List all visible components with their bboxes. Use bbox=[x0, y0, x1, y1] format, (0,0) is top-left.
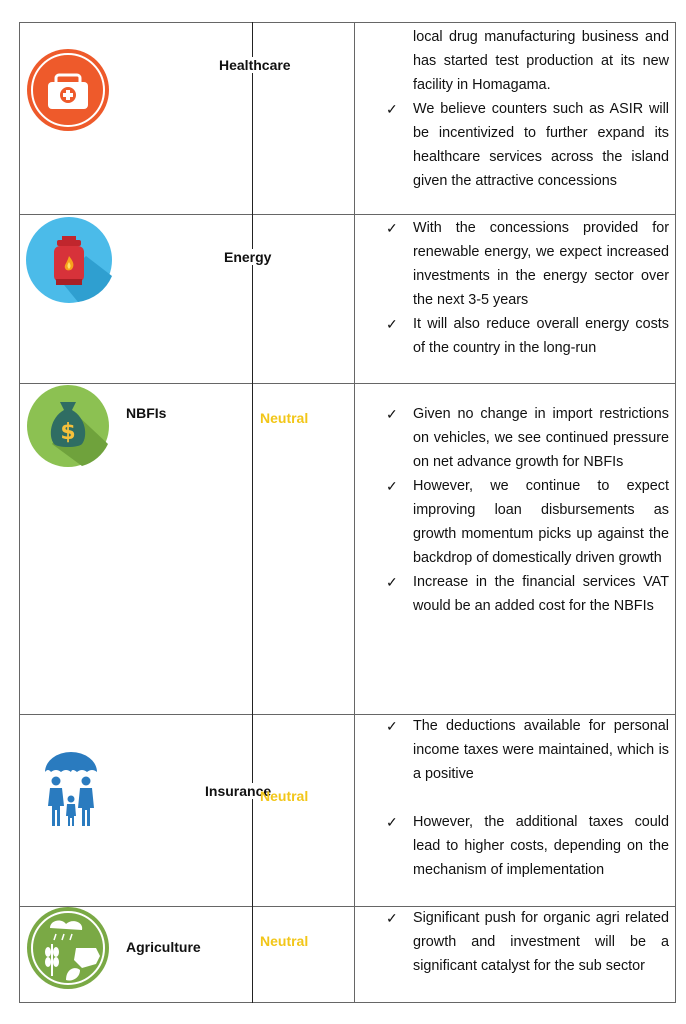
row-divider bbox=[19, 214, 676, 215]
sector-label-agriculture: Agriculture bbox=[126, 939, 201, 955]
sector-label-healthcare: Healthcare bbox=[219, 57, 291, 73]
check-mark-icon: ✓ bbox=[386, 220, 398, 236]
rating-neutral: Neutral bbox=[260, 933, 309, 949]
agriculture-commentary bbox=[386, 906, 669, 978]
bullet-item: ✓ It will also reduce overall energy costs of the country in the long-run bbox=[386, 312, 669, 360]
check-mark-icon: ✓ bbox=[386, 101, 398, 117]
bullet-item: ✓ The deductions available for personal income taxes were maintained, which is a positive bbox=[386, 714, 669, 786]
bullet-item: ✓ With the concessions provided for renewable energy, we expect increased investments in the energy sector over the next 3-5 years bbox=[386, 216, 669, 312]
medical-kit-icon bbox=[26, 48, 110, 132]
bullet-item: ✓ Increase in the financial services VAT would be an added cost for the NBFIs bbox=[386, 570, 669, 618]
check-mark-icon: ✓ bbox=[386, 574, 398, 590]
row-divider bbox=[19, 383, 676, 384]
sector-label-nbfis: NBFIs bbox=[126, 405, 167, 421]
sector-label-insurance: Insurance bbox=[205, 783, 272, 799]
check-mark-icon: ✓ bbox=[386, 316, 398, 332]
insurance-commentary bbox=[386, 714, 669, 882]
bullet-item: ✓ However, we continue to expect improving loan disbursements as growth momentum picks up against the backdrop of domestically driven growth bbox=[386, 474, 669, 570]
gas-cylinder-icon bbox=[26, 216, 114, 304]
continuation-text: local drug manufacturing business and has started test production at its new facility in Homagama. bbox=[413, 29, 669, 93]
bullet-item: ✓ Significant push for organic agri related growth and investment will be a significant catalyst for the sub sector bbox=[386, 906, 669, 978]
check-mark-icon: ✓ bbox=[386, 814, 398, 830]
nbfis-commentary bbox=[386, 402, 669, 618]
bullet-item: ✓ However, the additional taxes could lead to higher costs, depending on the mechanism of implementation bbox=[386, 810, 669, 882]
healthcare-commentary bbox=[386, 25, 669, 193]
agriculture-icon bbox=[26, 906, 110, 990]
bullet-item: ✓ We believe counters such as ASIR will be incentivized to further expand its healthcare services across the island given the attractive concessions bbox=[386, 97, 669, 193]
check-mark-icon: ✓ bbox=[386, 406, 398, 422]
center-line bbox=[252, 22, 253, 1003]
family-umbrella-icon bbox=[42, 752, 100, 828]
bullet-item: ✓ Given no change in import restrictions on vehicles, we see continued pressure on net advance growth for NBFIs bbox=[386, 402, 669, 474]
rating-neutral-partial: Neutral bbox=[260, 788, 309, 804]
rating-neutral: Neutral bbox=[260, 410, 309, 426]
energy-commentary bbox=[386, 216, 669, 360]
check-mark-icon: ✓ bbox=[386, 910, 398, 926]
check-mark-icon: ✓ bbox=[386, 478, 398, 494]
check-mark-icon: ✓ bbox=[386, 718, 398, 734]
money-bag-icon bbox=[26, 384, 110, 468]
sector-label-energy: Energy bbox=[224, 249, 272, 265]
column-divider bbox=[354, 22, 355, 1003]
svg-text:$: $ bbox=[60, 420, 76, 445]
